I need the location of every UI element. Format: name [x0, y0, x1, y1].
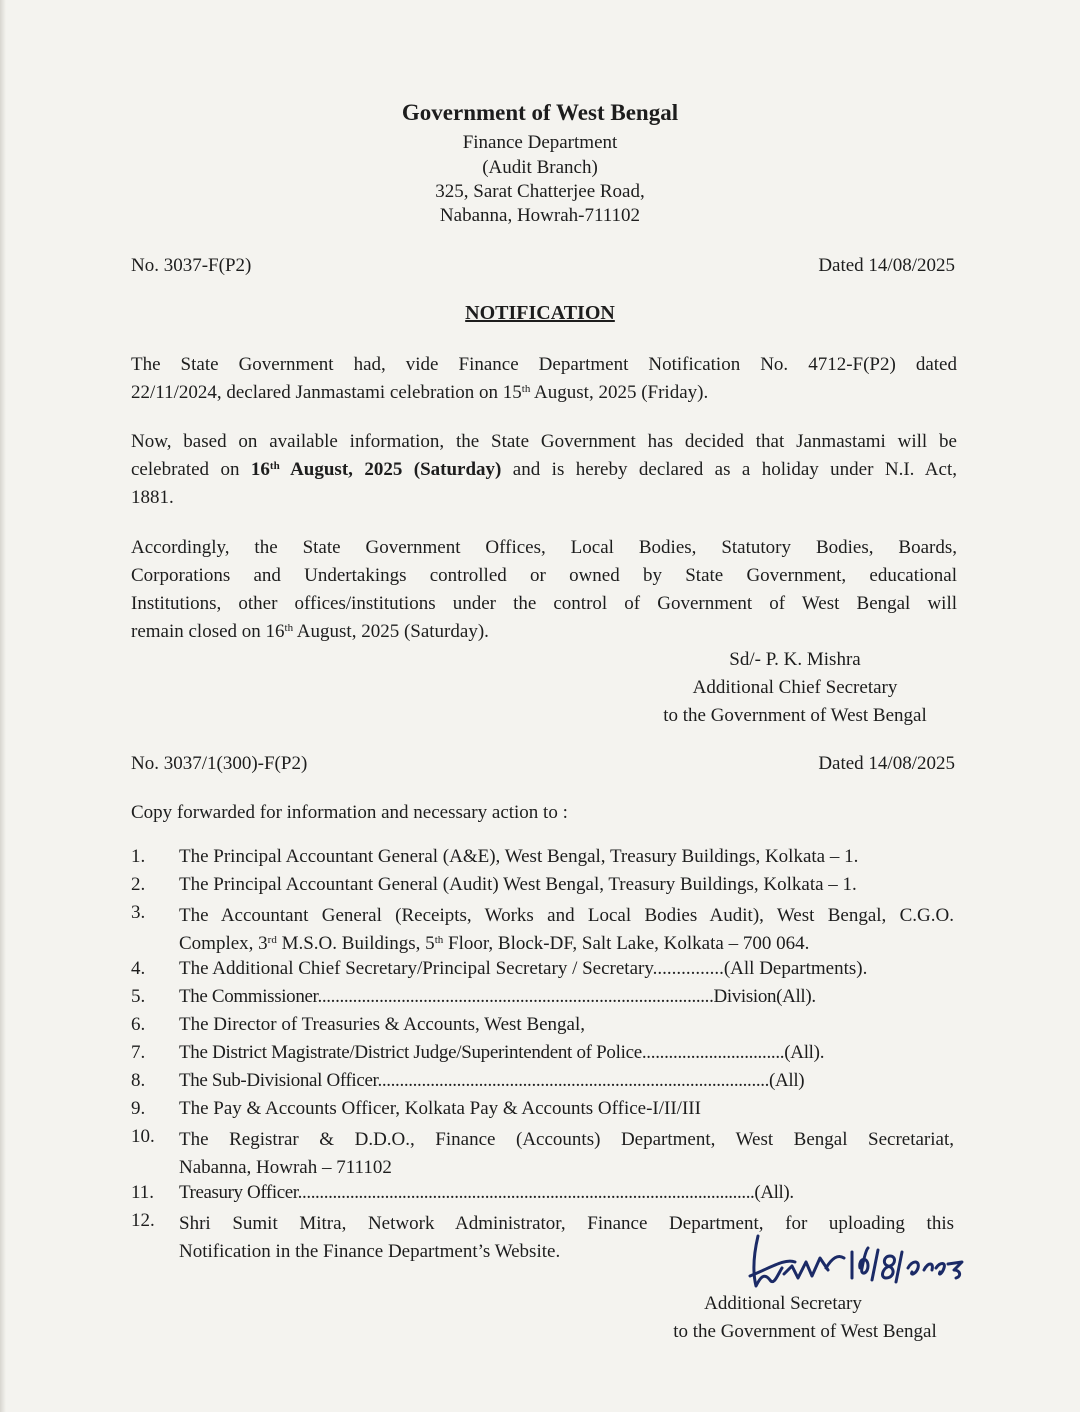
list-text-line: Shri Sumit Mitra, Network Administrator, Finance Department, for uploading this — [179, 1213, 954, 1234]
memo-date: Dated 14/08/2025 — [818, 255, 955, 276]
signatory-block-2 — [650, 1290, 960, 1346]
header-dept: Finance Department — [462, 132, 618, 153]
signatory-block-1 — [640, 646, 950, 730]
list-text-line — [179, 930, 954, 958]
copy-forwarded-intro: Copy forwarded for information and necessary action to : — [131, 802, 568, 823]
paragraph-2 — [131, 428, 957, 512]
memo-number: No. 3037-F(P2) — [131, 255, 252, 276]
list-number: 12. — [131, 1210, 155, 1231]
header-title: Government of West Bengal — [401, 100, 679, 125]
list-number: 10. — [131, 1126, 155, 1147]
list-text: The Additional Chief Secretary/Principal Secretary / Secretary...............(All Departments). — [179, 958, 868, 979]
paragraph-2-line-3: 1881. — [131, 487, 174, 508]
list-text — [179, 1126, 954, 1182]
list-number: 5. — [131, 986, 146, 1007]
list-text: The Principal Accountant General (Audit) West Bengal, Treasury Buildings, Kolkata – 1. — [179, 874, 857, 895]
text-run: August, 2025 (Saturday). — [293, 621, 489, 642]
paragraph-2-line-1: Now, based on available information, the State Government has decided that Janmastami will be — [131, 431, 957, 452]
text-run: and is hereby declared as a holiday under N.I. Act, — [501, 459, 957, 480]
superscript: th — [269, 460, 280, 472]
paragraph-2-line-2 — [131, 456, 957, 484]
notification-title: NOTIFICATION — [465, 302, 615, 324]
bold-date: August, 2025 (Saturday) — [279, 459, 502, 480]
list-number: 11. — [131, 1182, 155, 1203]
text-run: August, 2025 (Friday). — [530, 382, 709, 403]
signatory-designation: Additional Chief Secretary — [692, 677, 898, 698]
list-number: 4. — [131, 958, 146, 979]
header-address-line1: 325, Sarat Chatterjee Road, — [435, 181, 645, 202]
list-number: 8. — [131, 1070, 146, 1091]
paragraph-1 — [131, 351, 957, 407]
superscript: rd — [267, 934, 277, 946]
paragraph-3-line-3: Institutions, other offices/institutions under the control of Government of West Bengal will — [131, 593, 957, 614]
list-text: The Director of Treasuries & Accounts, West Bengal, — [179, 1014, 586, 1035]
text-run: Complex, 3 — [179, 933, 268, 954]
paragraph-3-line-1: Accordingly, the State Government Offices, Local Bodies, Statutory Bodies, Boards, — [131, 537, 957, 558]
list-text: The Sub-Divisional Officer.........................................................................................(All) — [179, 1070, 805, 1091]
signatory-designation: Additional Secretary — [704, 1293, 862, 1314]
list-text-line: Notification in the Finance Department’s Website. — [179, 1241, 561, 1262]
paragraph-1-line-2 — [131, 379, 957, 407]
list-text: The Commissioner..........................................................................................Division(All). — [179, 986, 816, 1007]
paragraph-3-line-4 — [131, 618, 957, 646]
list-text-line: The Accountant General (Receipts, Works and Local Bodies Audit), West Bengal, C.G.O. — [179, 905, 954, 926]
list-number: 6. — [131, 1014, 146, 1035]
list-text: The Principal Accountant General (A&E), West Bengal, Treasury Buildings, Kolkata – 1. — [179, 846, 859, 867]
signatory-org: to the Government of West Bengal — [663, 705, 927, 726]
signatory-name: Sd/- P. K. Mishra — [729, 649, 861, 670]
signatory-org: to the Government of West Bengal — [673, 1321, 937, 1342]
text-run: Floor, Block-DF, Salt Lake, Kolkata – 700 064. — [443, 933, 810, 954]
list-text — [179, 902, 954, 958]
list-number: 7. — [131, 1042, 146, 1063]
text-run: M.S.O. Buildings, 5 — [276, 933, 435, 954]
list-text: The Pay & Accounts Officer, Kolkata Pay & Accounts Office-I/II/III — [179, 1098, 701, 1119]
bold-date: 16 — [250, 459, 270, 480]
memo-date-2: Dated 14/08/2025 — [818, 753, 955, 774]
list-text-line: Nabanna, Howrah – 711102 — [179, 1157, 392, 1178]
header-branch: (Audit Branch) — [482, 157, 598, 178]
paragraph-3-line-2: Corporations and Undertakings controlled or owned by State Government, educational — [131, 565, 957, 586]
superscript: th — [284, 622, 294, 634]
list-number: 9. — [131, 1098, 146, 1119]
text-run: celebrated on — [131, 459, 251, 480]
superscript: th — [434, 934, 444, 946]
list-text: Treasury Officer.........................................................................................................(All). — [179, 1182, 794, 1203]
header-address-line2: Nabanna, Howrah-711102 — [439, 205, 641, 226]
list-number: 2. — [131, 874, 146, 895]
list-text-line: The Registrar & D.D.O., Finance (Accounts) Department, West Bengal Secretariat, — [179, 1129, 954, 1150]
text-run: remain closed on 16 — [131, 621, 285, 642]
list-text: The District Magistrate/District Judge/Superintendent of Police................................(All). — [179, 1042, 825, 1063]
paragraph-1-line-1: The State Government had, vide Finance Department Notification No. 4712-F(P2) dated — [131, 354, 957, 375]
superscript: th — [521, 383, 531, 395]
paragraph-3 — [131, 534, 957, 646]
text-run: 22/11/2024, declared Janmastami celebration on 15 — [131, 382, 522, 403]
list-number: 1. — [131, 846, 146, 867]
list-number: 3. — [131, 902, 146, 923]
memo-number-2: No. 3037/1(300)-F(P2) — [131, 753, 308, 774]
